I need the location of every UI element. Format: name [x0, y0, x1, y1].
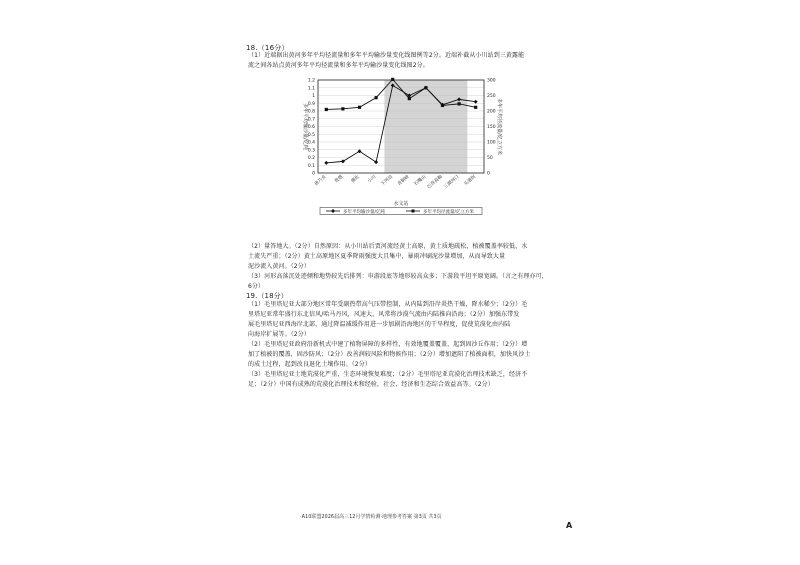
x-tick-label: 头道拐 [463, 174, 477, 188]
right-axis-label: 多年平均径流量/亿立方米 [496, 98, 502, 155]
legend-marker [412, 210, 415, 213]
x-tick-label: 青铜峡 [397, 174, 411, 188]
x-tick-label: 三湖河口 [443, 174, 461, 191]
y-right-tick-label: 150 [487, 125, 496, 131]
x-tick-label: 石嘴山 [413, 174, 428, 188]
text-line: （1）近端据出黄河多年平均径流量和多年平均输沙量变化线图例等2分。近端补截从小川站到三黄露能 [248, 52, 525, 59]
text-line: 流之间各站点黄河多年平均径流量和多年平均输沙量变化线图2分。 [248, 62, 429, 69]
data-point [341, 159, 345, 163]
text-line: （2）量答地大。（2分）自然原因：从小川站后贾河流经黄土高原，黄土质地疏松，植被覆盖率较低，水 [248, 243, 528, 250]
text-line: （2）毛里塔尼亚政府沿新机式中建了植物屏障的多样性，有效地覆盖覆盖，起到固沙丘作用；（2分）增 [248, 341, 528, 348]
text-line: 6分） [248, 283, 265, 290]
text-line: （3）毛里塔尼亚土地荒漠化严重，生态环境恢复难度；（2分）毛里塔尼亚荒漠化治理技术缺乏，经济不 [248, 371, 528, 378]
x-tick-label: 循化 [350, 174, 361, 185]
text-line: 加了植被的覆盖，固沙防风；（2分）改善润较风险和物候作用；（2分）增加遮阳了植被面积，加快风沙土 [248, 351, 531, 358]
y-right-tick-label: 50 [487, 156, 493, 162]
x-tick-label: 下河沿 [380, 174, 394, 188]
y-left-tick-label: 0.5 [307, 132, 315, 138]
y-left-tick-label: 0.2 [307, 156, 315, 162]
x-axis-label: 水文站 [393, 201, 409, 207]
corner-mark: A [566, 521, 573, 530]
data-point [325, 108, 328, 111]
data-point [358, 106, 361, 109]
legend-marker [331, 209, 335, 213]
legend [320, 208, 482, 215]
text-line: 展毛里塔尼亚西海岸北部，通过降温减缓作用进一步加剧沿海地区的干旱程度，促使荒漠化由内陆 [248, 321, 511, 328]
text-line: 的成土过程，起到改良退化土壤作用。（2分） [248, 361, 371, 368]
y-left-tick-label: 0.4 [307, 140, 315, 146]
text-line: 向海岸扩展等。（2分） [248, 331, 310, 338]
data-point [458, 102, 461, 105]
y-right-tick-label: 200 [487, 109, 496, 115]
page-footer: ·A10联盟2026届高三12月学情检测·地理参考答案 第3页 共3页 [300, 514, 442, 520]
y-right-tick-label: 100 [487, 140, 496, 146]
data-point [474, 106, 477, 109]
y-left-tick-label: 0.6 [307, 125, 315, 131]
text-line: 里塔尼亚常年盛行东北信风/哈马丹风，风速大，风常将沙漠气流由内陆推向沿海；（2分）加强东带发 [248, 311, 520, 318]
data-point [391, 78, 394, 81]
question-18-header: 18.（16分） [246, 44, 289, 52]
text-line: 泥沙流入黄河。（2分） [248, 263, 310, 270]
text-line: （3）河形高落沉处迹倾和地势较先后排列：申游段底等地形较高众多；下游段平坦平原宽阔。（言之有理亦可， [248, 273, 548, 280]
x-tick-label: 小川 [367, 174, 378, 185]
text-line: （1）毛里塔尼亚大部分地区常年受副热带高气压带控制，从内陆到沿岸炎热干燥，降水稀少；（2分）毛 [248, 301, 528, 308]
y-left-tick-label: 0.3 [307, 148, 315, 154]
y-left-tick-label: 0.7 [307, 117, 315, 123]
data-point [441, 104, 444, 107]
y-left-tick-label: 0 [312, 171, 315, 177]
x-tick-label: 贵德 [334, 174, 345, 185]
legend-label: 多年平均输沙量/亿吨 [343, 209, 386, 215]
x-tick-label: 巴彦高勒 [426, 174, 444, 191]
text-line: 足；（2分）中国有成熟的荒漠化治理技术和经验，社会、经济和生态综合效益高等。（2分） [248, 381, 494, 388]
y-right-tick-label: 250 [487, 94, 496, 100]
legend-label: 多年平均径流量/亿立方米 [423, 209, 475, 215]
data-point [408, 97, 411, 100]
data-point [341, 107, 344, 110]
y-left-tick-label: 1 [312, 94, 315, 100]
y-right-tick-label: 300 [487, 78, 496, 84]
y-right-tick-label: 0 [487, 171, 490, 177]
question-19-answers [248, 300, 578, 390]
y-left-tick-label: 0.9 [307, 101, 315, 107]
y-left-tick-label: 1.2 [307, 78, 315, 84]
text-line: 土流失严重；（2分）黄土高原地区夏季降雨强度大且集中，暴雨冲刷泥沙量增加，从而导致大量 [248, 253, 506, 260]
y-left-tick-label: 0.1 [307, 163, 315, 169]
question-19-header: 19.（18分） [246, 292, 288, 300]
data-point [324, 161, 328, 165]
question-18-answers [248, 242, 578, 292]
data-point [424, 86, 427, 89]
y-left-tick-label: 1.1 [307, 86, 315, 92]
x-tick-label: 唐乃亥 [314, 174, 328, 188]
data-point [375, 96, 378, 99]
left-axis-label: 多年平均输沙量/亿吨 [302, 103, 308, 150]
y-left-tick-label: 0.8 [307, 109, 315, 115]
